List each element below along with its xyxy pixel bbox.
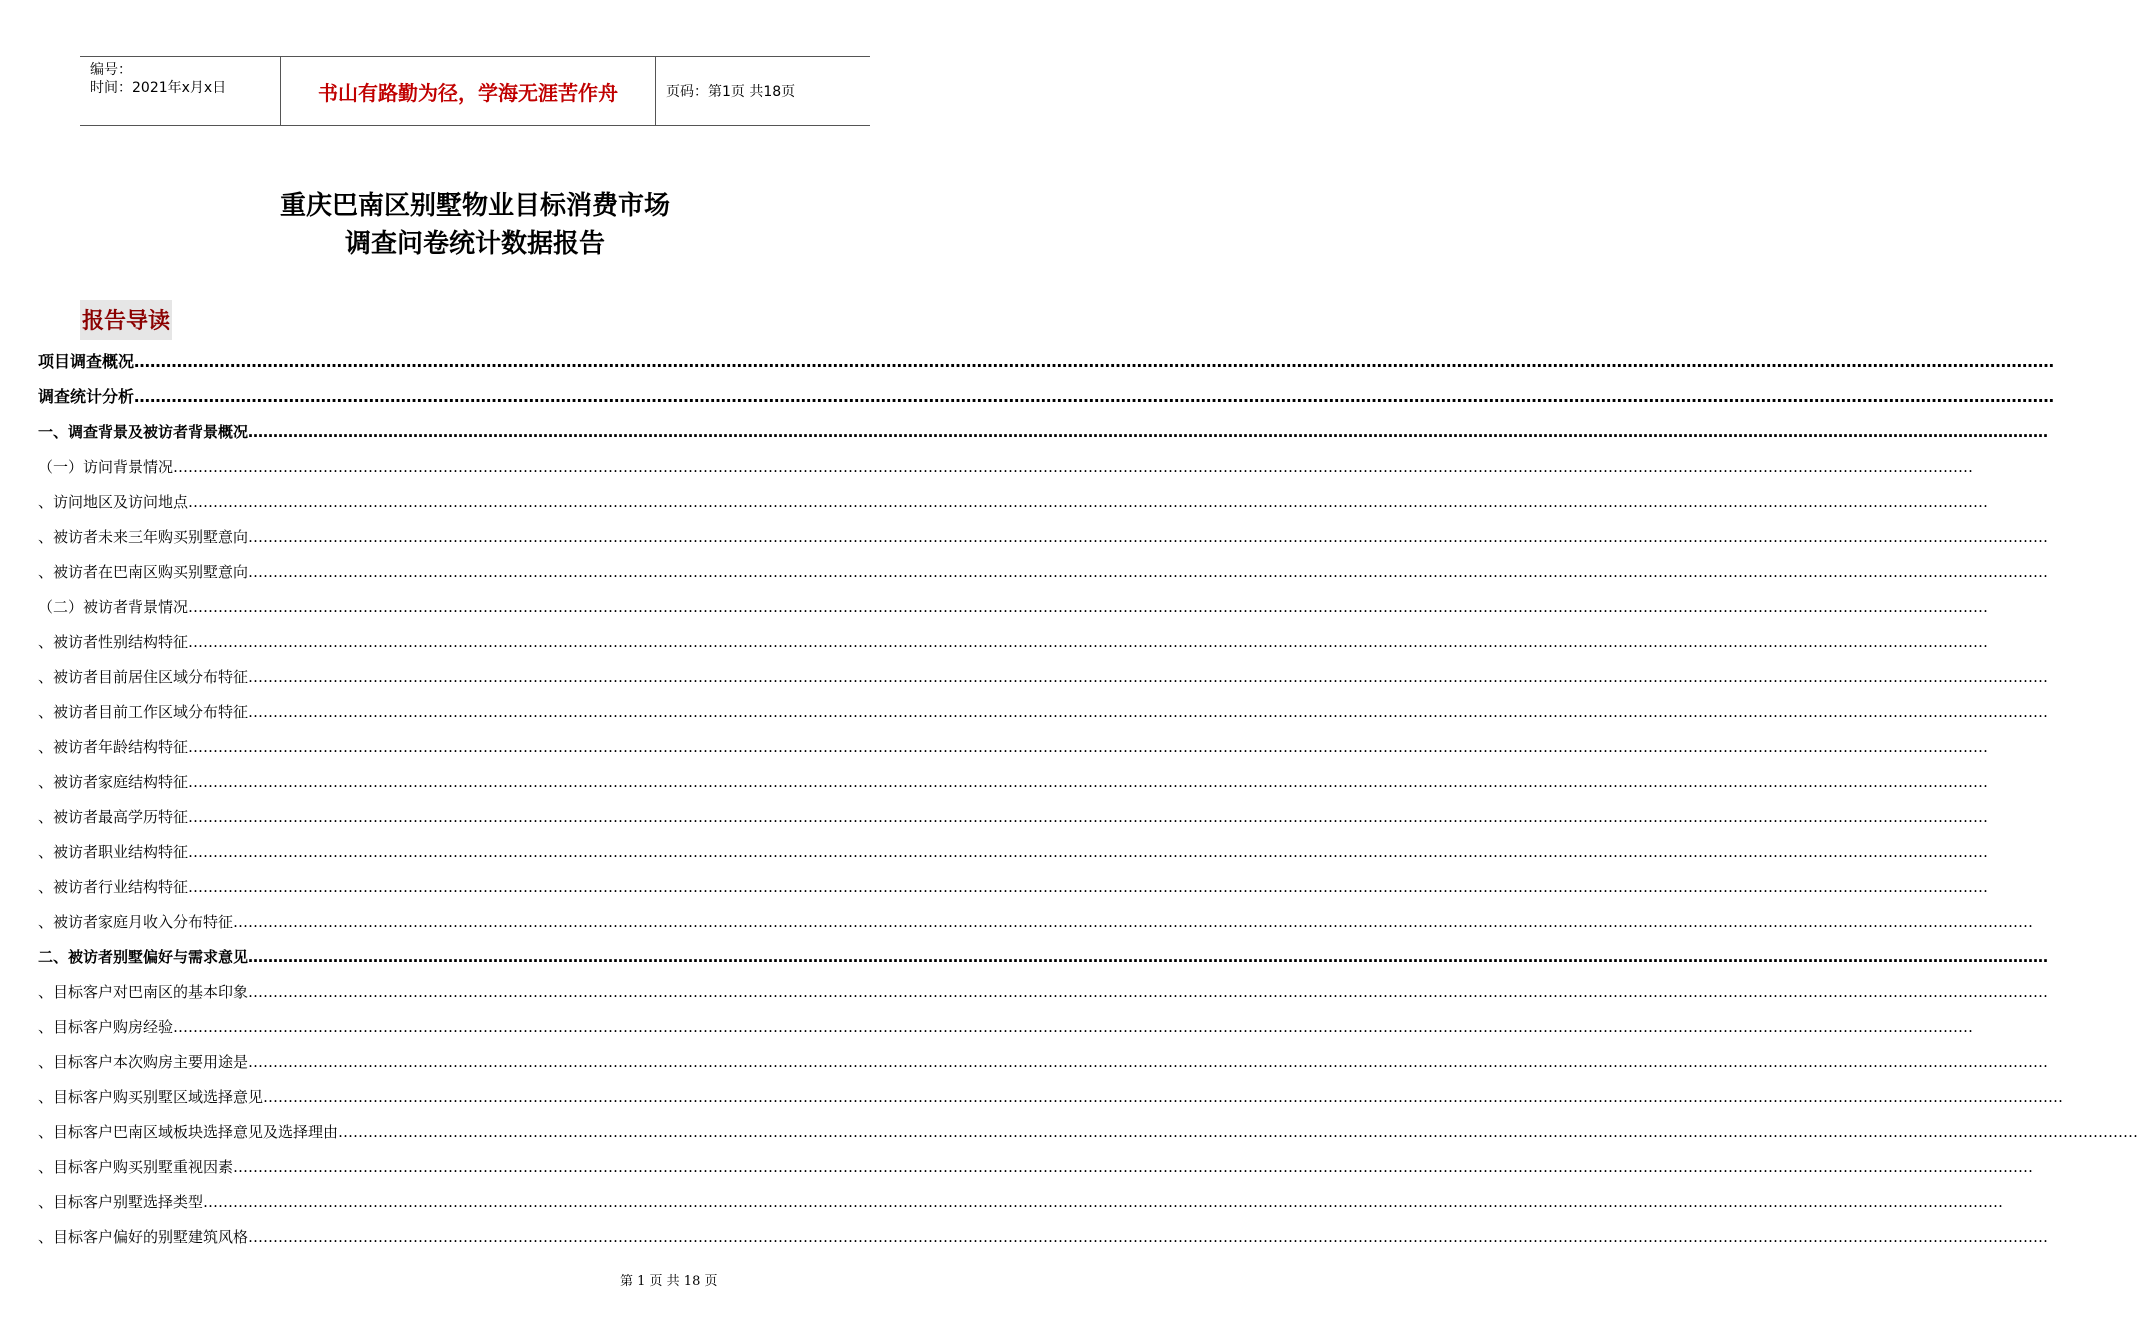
page-footer: 第 1 页 共 18 页 xyxy=(620,1274,718,1289)
toc-item xyxy=(38,1157,2034,1177)
toc-item-label: 、目标客户别墅选择类型 xyxy=(38,1193,204,1211)
toc-item-label: 、被访者行业结构特征 xyxy=(38,878,189,896)
toc-item xyxy=(38,947,2049,967)
time-label: 时间：2021年x月x日 xyxy=(90,80,227,96)
dot-leader: ……………………………………………………………………………………………………………………………………………………………………………………………………………………………………………………………………………………………………………………………… xyxy=(248,948,2049,966)
dot-leader: ……………………………………………………………………………………………………………………………………………………………………………………………………………………………………………………………………………………………………………………………… xyxy=(248,423,2049,441)
toc-item-label: 一、调查背景及被访者背景概况 xyxy=(38,423,249,441)
toc-item-label: 、目标客户对巴南区的基本印象 xyxy=(38,983,249,1001)
toc-item xyxy=(38,1087,2064,1107)
toc-item xyxy=(38,667,2049,687)
toc-item-label: （一）访问背景情况 xyxy=(38,458,174,476)
toc-item xyxy=(38,492,1989,512)
toc-item xyxy=(38,457,1974,477)
toc-item xyxy=(38,912,2034,932)
toc-item xyxy=(38,772,1989,792)
dot-leader: ……………………………………………………………………………………………………………………………………………………………………………………………………………………………………………………………………………………………………………………………… xyxy=(248,983,2049,1001)
toc-item xyxy=(38,632,1989,652)
dot-leader: ……………………………………………………………………………………………………………………………………………………………………………………………………………………………………………………………………………………………………………………………… xyxy=(188,633,1989,651)
toc-item xyxy=(38,562,2049,582)
toc-item-label: 、目标客户偏好的别墅建筑风格 xyxy=(38,1228,249,1246)
dot-leader: ……………………………………………………………………………………………………………………………………………………………………………………………………………………………………………………………………………………………………………………………… xyxy=(188,493,1989,511)
dot-leader: ……………………………………………………………………………………………………………………………………………………………………………………………………………………………………………………………………………………………………………………………… xyxy=(188,843,1989,861)
dot-leader: ……………………………………………………………………………………………………………………………………………………………………………………………………………………………………………………………………………………………………………………………… xyxy=(248,1228,2049,1246)
toc-item-label: 、访问地区及访问地点 xyxy=(38,493,189,511)
toc-item-label: 、被访者家庭月收入分布特征 xyxy=(38,913,234,931)
header-page-info: 页码：第1页 共18页 xyxy=(666,84,796,100)
toc-item xyxy=(38,527,2049,547)
dot-leader: ……………………………………………………………………………………………………………………………………………………………………………………………………………………………………………………………………………………………………………………………… xyxy=(203,1193,2004,1211)
guide-heading: 报告导读 xyxy=(80,300,172,340)
dot-leader: ……………………………………………………………………………………………………………………………………………………………………………………………………………………………………………………………………………………………………………………………… xyxy=(188,808,1989,826)
dot-leader: ……………………………………………………………………………………………………………………………………………………………………………………………………………………………………………………………………………………………………………………………… xyxy=(248,703,2049,721)
toc-item xyxy=(38,1052,2049,1072)
dot-leader: ……………………………………………………………………………………………………………………………………………………………………………………………………………………………………………………………………………………………………………………………… xyxy=(188,773,1989,791)
toc-item-label: 调查统计分析 xyxy=(38,387,135,406)
dot-leader: ……………………………………………………………………………………………………………………………………………………………………………………………………………………………………………………………………………………………………………………………… xyxy=(188,878,1989,896)
toc-item-label: 、被访者家庭结构特征 xyxy=(38,773,189,791)
header-meta xyxy=(80,57,280,125)
dot-leader: ……………………………………………………………………………………………………………………………………………………………………………………………………………………………………………………………………………………………………………………………… xyxy=(338,1123,2138,1141)
toc-item xyxy=(38,1192,2004,1212)
dot-leader: ……………………………………………………………………………………………………………………………………………………………………………………………………………………………………………………………………………………………………………………………… xyxy=(248,563,2049,581)
dot-leader: ……………………………………………………………………………………………………………………………………………………………………………………………………………………………………………………………………………………………………………………………… xyxy=(233,913,2034,931)
toc-item xyxy=(38,422,2049,442)
dot-leader: ……………………………………………………………………………………………………………………………………………………………………………………………………………………………………………………………………………………………………………………………… xyxy=(188,738,1989,756)
toc-item xyxy=(38,702,2049,722)
toc-item-label: 二、被访者别墅偏好与需求意见 xyxy=(38,948,249,966)
toc-item-label: 项目调查概况 xyxy=(38,352,135,371)
toc-item-label: 、被访者年龄结构特征 xyxy=(38,738,189,756)
page-header xyxy=(80,56,870,126)
header-motto: 书山有路勤为径，学海无涯苦作舟 xyxy=(280,57,656,125)
dot-leader: ……………………………………………………………………………………………………………………………………………………………………………………………………………………………………………………………………………………………………………………………… xyxy=(248,528,2049,546)
toc-item-label: 、被访者目前居住区域分布特征 xyxy=(38,668,249,686)
number-label: 编号： xyxy=(90,62,132,78)
toc-item xyxy=(38,597,1989,617)
toc-item-label: 、被访者在巴南区购买别墅意向 xyxy=(38,563,249,581)
toc-item-label: 、被访者最高学历特征 xyxy=(38,808,189,826)
dot-leader: ……………………………………………………………………………………………………………………………………………………………………………………………………………………………………………………………………………………………………………………………… xyxy=(248,1053,2049,1071)
toc-item-label: 、目标客户本次购房主要用途是 xyxy=(38,1053,249,1071)
toc-item-label: 、目标客户购买别墅重视因素 xyxy=(38,1158,234,1176)
toc-item xyxy=(38,1227,2049,1247)
toc-item-label: 、目标客户巴南区域板块选择意见及选择理由 xyxy=(38,1123,339,1141)
doc-title-line2: 调查问卷统计数据报告 xyxy=(344,229,605,259)
toc-item xyxy=(38,352,2055,372)
dot-leader: ……………………………………………………………………………………………………………………………………………………………………………………………………………………………………………………………………………………………………………………………… xyxy=(263,1088,2064,1106)
dot-leader: ……………………………………………………………………………………………………………………………………………………………………………………………………………………………………………………………………………………………………………………………… xyxy=(233,1158,2034,1176)
toc-item xyxy=(38,842,1989,862)
doc-title-line1: 重庆巴南区别墅物业目标消费市场 xyxy=(279,191,670,221)
toc-item-label: （二）被访者背景情况 xyxy=(38,598,189,616)
dot-leader: ……………………………………………………………………………………………………………………………………………………………………………………………………………………………………………………………………………………………………………………………… xyxy=(188,598,1989,616)
toc-item xyxy=(38,1122,2138,1142)
toc-item xyxy=(38,807,1989,827)
toc-item-label: 、被访者职业结构特征 xyxy=(38,843,189,861)
dot-leader: ……………………………………………………………………………………………………………………………………………………………………………………………………………………………………………………………………………………………………………………………… xyxy=(173,1018,1974,1036)
toc-item-label: 、被访者性别结构特征 xyxy=(38,633,189,651)
toc-item-label: 、目标客户购房经验 xyxy=(38,1018,174,1036)
toc-item xyxy=(38,387,2055,407)
dot-leader: ……………………………………………………………………………………………………………………………………………………………………………………………………………………………………………………………………………………………………………………………… xyxy=(134,352,2055,371)
toc-item-label: 、被访者未来三年购买别墅意向 xyxy=(38,528,249,546)
toc-item-label: 、被访者目前工作区域分布特征 xyxy=(38,703,249,721)
toc-item xyxy=(38,877,1989,897)
toc-item xyxy=(38,982,2049,1002)
toc-item xyxy=(38,1017,1974,1037)
dot-leader: ……………………………………………………………………………………………………………………………………………………………………………………………………………………………………………………………………………………………………………………………… xyxy=(134,387,2055,406)
toc-item-label: 、目标客户购买别墅区域选择意见 xyxy=(38,1088,264,1106)
toc-item xyxy=(38,737,1989,757)
dot-leader: ……………………………………………………………………………………………………………………………………………………………………………………………………………………………………………………………………………………………………………………………… xyxy=(173,458,1974,476)
dot-leader: ……………………………………………………………………………………………………………………………………………………………………………………………………………………………………………………………………………………………………………………………… xyxy=(248,668,2049,686)
